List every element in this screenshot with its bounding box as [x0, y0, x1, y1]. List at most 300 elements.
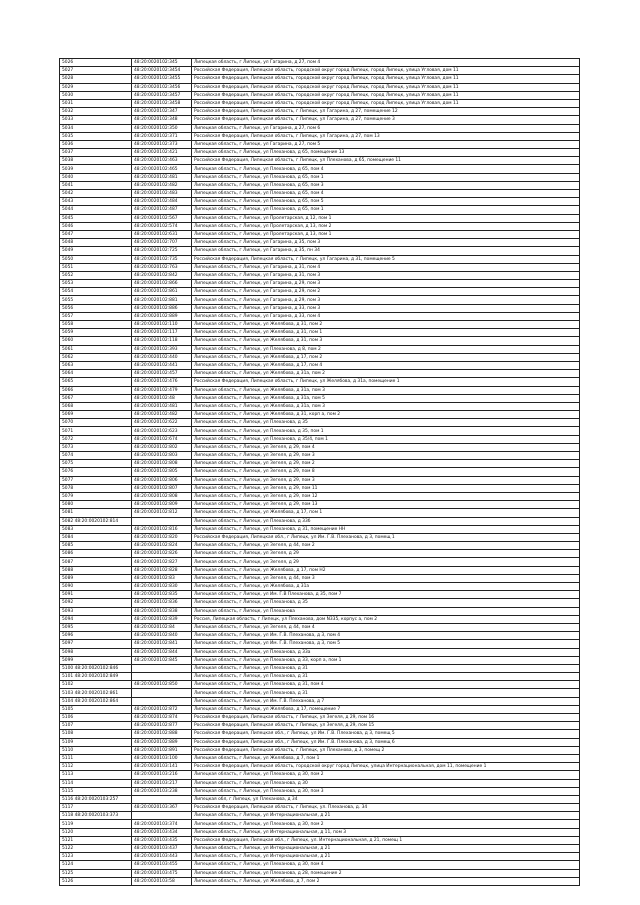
cadastral-number-cell: 48:20:0020102:808: [132, 492, 192, 500]
table-row: [60, 763, 580, 771]
table-row: [60, 705, 580, 713]
address-cell: Липецкая область, г Липецк, ул Зегеля, д 29, пом 11: [192, 484, 580, 492]
address-cell: Липецкая область, г Липецк, ул Желябова, д 17, помещение 7: [192, 705, 580, 713]
row-number-cell: 5050: [60, 255, 132, 263]
address-cell: Липецкая область, г Липецк, ул Интернациональная, д 21: [192, 853, 580, 861]
table-row: [60, 247, 580, 255]
table-row: [60, 746, 580, 754]
address-cell: Липецкая область, г Липецк, ул Плеханова, д 65, пом 1: [192, 173, 580, 181]
cadastral-number-cell: [132, 795, 192, 803]
table-row: [60, 321, 580, 329]
table-row: [60, 509, 580, 517]
row-number-cell: 5035: [60, 132, 132, 140]
table-row: [60, 533, 580, 541]
row-number-cell: 5113: [60, 771, 132, 779]
address-cell: Липецкая область, г Липецк, ул Желябова, д 7, пом 1: [192, 754, 580, 762]
table-row: [60, 67, 580, 75]
cadastral-number-cell: 48:20:0020102:674: [132, 435, 192, 443]
address-cell: Липецкая область, г Липецк, ул Плеханова, д 65, пом 4: [192, 165, 580, 173]
table-row: [60, 697, 580, 705]
table-row: [60, 501, 580, 509]
table-row: [60, 181, 580, 189]
cadastral-number-cell: 48:20:0020102:808: [132, 460, 192, 468]
table-row: [60, 525, 580, 533]
table-row: [60, 173, 580, 181]
address-cell: Российская Федерация, Липецкая обл., г Липецк, ул Им. Г.В. Плеханова, д 3, помещ 5: [192, 730, 580, 738]
cadastral-number-cell: 48:20:0020102:483: [132, 190, 192, 198]
table-row: [60, 337, 580, 345]
cadastral-number-cell: 48:20:0020102:465: [132, 165, 192, 173]
cadastral-number-cell: 48:20:0020102:845: [132, 656, 192, 664]
address-cell: Российская Федерация, Липецкая область, г Липецк, ул Гагарина, д 27, помещение 12: [192, 108, 580, 116]
address-cell: Липецкая область, г Липецк, ул Им. Г.В. Плеханова, д 3, пом 4: [192, 632, 580, 640]
cadastral-number-cell: 48:20:0020102:886: [132, 304, 192, 312]
table-row: [60, 296, 580, 304]
cadastral-number-cell: 48:20:0020102:345: [132, 59, 192, 67]
address-cell: Липецкая область, г Липецк, ул Плеханова, д 35: [192, 599, 580, 607]
row-number-cell: 5069: [60, 411, 132, 419]
table-row: [60, 91, 580, 99]
table-row: [60, 149, 580, 157]
address-cell: Липецкая область, г Липецк, ул Зегеля, д 29, пом 3: [192, 476, 580, 484]
address-cell: Липецкая область, г Липецк, ул Плеханова, д 31: [192, 664, 580, 672]
table-row: [60, 828, 580, 836]
cadastral-number-cell: 48:20:0020102:117: [132, 329, 192, 337]
table-row: [60, 108, 580, 116]
table-row: [60, 795, 580, 803]
address-cell: Липецкая область, г Липецк, ул Плеханова, д 31: [192, 689, 580, 697]
address-cell: Российская Федерация, Липецкая область, г Липецк, ул Гагарина, д 27, пом 13: [192, 132, 580, 140]
table-row: [60, 378, 580, 386]
address-cell: Липецкая область, г Липецк, ул Пролетарская, д 13, пом 2: [192, 222, 580, 230]
table-row: [60, 484, 580, 492]
row-number-cell: 5044: [60, 206, 132, 214]
table-row: [60, 492, 580, 500]
table-row: [60, 787, 580, 795]
row-number-cell: 5086: [60, 550, 132, 558]
table-row: [60, 591, 580, 599]
cadastral-number-cell: 48:20:0020102:623: [132, 427, 192, 435]
row-number-cell: 5099: [60, 656, 132, 664]
table-row: [60, 190, 580, 198]
cadastral-number-cell: 48:20:0020102:441: [132, 361, 192, 369]
row-number-cell: 5103 48:20:0020102:861: [60, 689, 132, 697]
address-cell: Липецкая область, г Липецк, ул Желябова, д 17, пом 1: [192, 509, 580, 517]
table-row: [60, 689, 580, 697]
cadastral-number-cell: 48:20:0020102:3457: [132, 91, 192, 99]
row-number-cell: 5072: [60, 435, 132, 443]
table-row: [60, 812, 580, 820]
cadastral-number-cell: 48:20:0020102:816: [132, 525, 192, 533]
row-number-cell: 5119: [60, 820, 132, 828]
row-number-cell: 5036: [60, 140, 132, 148]
row-number-cell: 5126: [60, 877, 132, 885]
table-row: [60, 861, 580, 869]
row-number-cell: 5059: [60, 329, 132, 337]
address-cell: Липецкая область, г Липецк, ул Гагарина, д 31, пом 4: [192, 263, 580, 271]
row-number-cell: 5038: [60, 157, 132, 165]
table-row: [60, 599, 580, 607]
address-cell: Липецкая область, г Липецк, ул Зегеля, д 29, пом 3: [192, 452, 580, 460]
address-cell: Липецкая область, г Липецк, ул Им. Г.В. Плеханова, д 3, пом 5: [192, 640, 580, 648]
row-number-cell: 5032: [60, 108, 132, 116]
table-row: [60, 853, 580, 861]
row-number-cell: 5062: [60, 353, 132, 361]
address-cell: Липецкая область, г Липецк, ул Желябова, д 7, пом 2: [192, 877, 580, 885]
row-number-cell: 5076: [60, 468, 132, 476]
address-cell: Российская Федерация, Липецкая область, городской округ город Липецк, город Липецк, улица Угловая, дом 11: [192, 91, 580, 99]
cadastral-number-cell: 48:20:0020102:812: [132, 509, 192, 517]
cadastral-number-cell: 48:20:0020102:348: [132, 116, 192, 124]
table-row: [60, 632, 580, 640]
table-row: [60, 845, 580, 853]
table-row: [60, 517, 580, 525]
row-number-cell: 5116 48:20:0020103:257: [60, 795, 132, 803]
row-number-cell: 5107: [60, 722, 132, 730]
row-number-cell: 5053: [60, 280, 132, 288]
row-number-cell: 5046: [60, 222, 132, 230]
row-number-cell: 5067: [60, 394, 132, 402]
table-row: [60, 648, 580, 656]
address-cell: Липецкая область, г Липецк, ул Гагарина, д 29, пом 2: [192, 288, 580, 296]
row-number-cell: 5079: [60, 492, 132, 500]
row-number-cell: 5034: [60, 124, 132, 132]
row-number-cell: 5071: [60, 427, 132, 435]
row-number-cell: 5080: [60, 501, 132, 509]
table-row: [60, 468, 580, 476]
address-cell: Липецкая область, г Липецк, ул Гагарина, д 31, пом 3: [192, 271, 580, 279]
address-cell: Липецкая область, г Липецк, ул Им. Г.В Плеханова, д 35, пом 7: [192, 591, 580, 599]
cadastral-number-cell: 48:20:0020102:824: [132, 542, 192, 550]
address-cell: Липецкая область, г Липецк, ул Плеханова, д 30, пом 2: [192, 820, 580, 828]
address-cell: Липецкая область, г Липецк, ул Гагарина, д 29, пом 3: [192, 280, 580, 288]
table-row: [60, 476, 580, 484]
address-cell: Российская Федерация, Липецкая обл., г Липецк, ул Им. Г.В. Плеханова, д 3, помещ 1: [192, 533, 580, 541]
row-number-cell: 5074: [60, 452, 132, 460]
table-row: [60, 771, 580, 779]
address-cell: Липецкая область, г Липецк, ул Плеханова, д 65, пом 3: [192, 181, 580, 189]
cadastral-number-cell: 48:20:0020102:631: [132, 230, 192, 238]
table-row: [60, 615, 580, 623]
table-row: [60, 460, 580, 468]
address-cell: Липецкая область, г Липецк, ул Зегеля, д 29, пом 4: [192, 443, 580, 451]
table-row: [60, 59, 580, 67]
address-cell: Липецкая область, г Липецк, ул Плеханова, д 30, пом 4: [192, 861, 580, 869]
cadastral-number-cell: 48:20:0020102:482: [132, 181, 192, 189]
cadastral-number-cell: 48:20:0020103:475: [132, 869, 192, 877]
row-number-cell: 5030: [60, 91, 132, 99]
address-cell: Липецкая область, г Липецк, ул Гагарина, д 35, пом 3: [192, 239, 580, 247]
row-number-cell: 5068: [60, 402, 132, 410]
row-number-cell: 5077: [60, 476, 132, 484]
table-row: [60, 583, 580, 591]
address-cell: Липецкая область, г Липецк, ул Плеханова, д 8, пом 2: [192, 345, 580, 353]
table-row: [60, 730, 580, 738]
cadastral-number-cell: 48:20:0020102:479: [132, 386, 192, 394]
table-row: [60, 877, 580, 885]
cadastral-number-cell: 48:20:0020103:141: [132, 763, 192, 771]
cadastral-number-cell: 48:20:0020102:84: [132, 623, 192, 631]
row-number-cell: 5073: [60, 443, 132, 451]
address-cell: Липецкая область, г Липецк, ул Гагарина, д 27, пом 6: [192, 124, 580, 132]
row-number-cell: 5094: [60, 615, 132, 623]
cadastral-number-cell: [132, 664, 192, 672]
cadastral-number-cell: 48:20:0020102:830: [132, 583, 192, 591]
row-number-cell: 5075: [60, 460, 132, 468]
address-cell: Липецкая область, г Липецк, ул Интернациональная, д 21: [192, 812, 580, 820]
table-row: [60, 452, 580, 460]
cadastral-number-cell: 48:20:0020103:217: [132, 779, 192, 787]
row-number-cell: 5027: [60, 67, 132, 75]
cadastral-number-cell: 48:20:0020102:463: [132, 157, 192, 165]
table-row: [60, 132, 580, 140]
row-number-cell: 5037: [60, 149, 132, 157]
cadastral-number-cell: 48:20:0020102:373: [132, 140, 192, 148]
address-cell: Липецкая область, г Липецк, ул Плеханова, д 31, пом 4: [192, 681, 580, 689]
table-row: [60, 656, 580, 664]
cadastral-number-cell: 48:20:0020102:440: [132, 353, 192, 361]
cadastral-number-cell: 48:20:0020102:622: [132, 419, 192, 427]
table-row: [60, 304, 580, 312]
cadastral-number-cell: 48:20:0020102:482: [132, 411, 192, 419]
row-number-cell: 5088: [60, 566, 132, 574]
address-cell: Липецкая область, г Липецк, ул Плеханова, д 31: [192, 673, 580, 681]
row-number-cell: 5054: [60, 288, 132, 296]
register-table: [59, 58, 580, 886]
address-cell: Липецкая область, г Липецк, ул Плеханова, д 65, помещение 13: [192, 149, 580, 157]
cadastral-number-cell: 48:20:0020102:809: [132, 501, 192, 509]
row-number-cell: 5111: [60, 754, 132, 762]
table-row: [60, 239, 580, 247]
address-cell: Липецкая область, г Липецк, ул Желябова, д 31а, пом 3: [192, 386, 580, 394]
address-cell: Липецкая область, г Липецк, ул Зегеля, д 29, пом 2: [192, 460, 580, 468]
table-row: [60, 280, 580, 288]
row-number-cell: 5061: [60, 345, 132, 353]
address-cell: Липецкая область, г Липецк, ул Плеханова, д 30: [192, 779, 580, 787]
row-number-cell: 5028: [60, 75, 132, 83]
address-cell: Липецкая область, г Липецк, ул Гагарина, д 33, пом 4: [192, 312, 580, 320]
row-number-cell: 5110: [60, 746, 132, 754]
address-cell: Липецкая область, г Липецк, ул Желябова, д 17, пом Н2: [192, 566, 580, 574]
cadastral-number-cell: 48:20:0020102:83: [132, 574, 192, 582]
table-row: [60, 722, 580, 730]
cadastral-number-cell: 48:20:0020102:844: [132, 648, 192, 656]
cadastral-number-cell: 48:20:0020102:889: [132, 312, 192, 320]
cadastral-number-cell: 48:20:0020102:839: [132, 615, 192, 623]
row-number-cell: 5039: [60, 165, 132, 173]
row-number-cell: 5066: [60, 386, 132, 394]
address-cell: Липецкая область, г Липецк, ул Плеханова, д 35: [192, 419, 580, 427]
address-cell: Российская Федерация, Липецкая область, г Липецк, ул Плеханова, д 3, помещ 2: [192, 746, 580, 754]
address-cell: Липецкая область, г Липецк, ул Желябова, д 31а, пом 3: [192, 402, 580, 410]
row-number-cell: 5112: [60, 763, 132, 771]
row-number-cell: 5096: [60, 632, 132, 640]
address-cell: Липецкая область, г Липецк, ул Пролетарская, д 13, пом 1: [192, 230, 580, 238]
address-cell: Российская Федерация, Липецкая область, городской округ город Липецк, город Липецк, улица Угловая, дом 11: [192, 67, 580, 75]
address-cell: Липецкая область, г Липецк, ул Плеханова, д 33б: [192, 517, 580, 525]
cadastral-number-cell: 48:20:0020102:487: [132, 206, 192, 214]
address-cell: Липецкая область, г Липецк, ул Желябова, д 31а, пом 2: [192, 370, 580, 378]
cadastral-number-cell: 48:20:0020102:841: [132, 640, 192, 648]
address-cell: Липецкая область, г Липецк, ул Плеханова, д 65, пом 1: [192, 206, 580, 214]
table-row: [60, 427, 580, 435]
address-cell: Липецкая область, г Липецк, ул Пролетарская, д 12, пом 1: [192, 214, 580, 222]
table-row: [60, 83, 580, 91]
row-number-cell: 5106: [60, 714, 132, 722]
cadastral-number-cell: 48:20:0020102:484: [132, 198, 192, 206]
cadastral-number-cell: 48:20:0020102:877: [132, 722, 192, 730]
row-number-cell: 5056: [60, 304, 132, 312]
cadastral-number-cell: 48:20:0020102:371: [132, 132, 192, 140]
address-cell: Липецкая область, г Липецк, ул Плеханова, д 35, пом 1: [192, 427, 580, 435]
cadastral-number-cell: 48:20:0020102:3458: [132, 99, 192, 107]
cadastral-number-cell: 48:20:0020102:872: [132, 705, 192, 713]
address-cell: Липецкая область, г Липецк, ул Плеханова, д 30, пом 3: [192, 787, 580, 795]
cadastral-number-cell: [132, 673, 192, 681]
cadastral-number-cell: 48:20:0020102:393: [132, 345, 192, 353]
row-number-cell: 5085: [60, 542, 132, 550]
table-row: [60, 222, 580, 230]
row-number-cell: 5033: [60, 116, 132, 124]
row-number-cell: 5121: [60, 836, 132, 844]
row-number-cell: 5049: [60, 247, 132, 255]
address-cell: Липецкая область, г Липецк, ул Плеханова, д 31, помещение НН: [192, 525, 580, 533]
table-row: [60, 804, 580, 812]
table-row: [60, 124, 580, 132]
address-cell: Российская Федерация, Липецкая обл., г Липецк, ул. Интернациональная, д 21, помещ 1: [192, 836, 580, 844]
row-number-cell: 5084: [60, 533, 132, 541]
table-row: [60, 419, 580, 427]
cadastral-number-cell: 48:20:0020102:805: [132, 468, 192, 476]
row-number-cell: 5123: [60, 853, 132, 861]
row-number-cell: 5124: [60, 861, 132, 869]
cadastral-number-cell: 48:20:0020102:763: [132, 263, 192, 271]
address-cell: Липецкая область, г Липецк, ул Зегеля, д 29, пом 8: [192, 468, 580, 476]
table-row: [60, 664, 580, 672]
address-cell: Липецкая область, г Липецк, ул Зегеля, д 29, пом 12: [192, 492, 580, 500]
row-number-cell: 5105: [60, 705, 132, 713]
row-number-cell: 5097: [60, 640, 132, 648]
cadastral-number-cell: 48:20:0020102:567: [132, 214, 192, 222]
cadastral-number-cell: 48:20:0020102:889: [132, 738, 192, 746]
cadastral-number-cell: 48:20:0020102:457: [132, 370, 192, 378]
row-number-cell: 5026: [60, 59, 132, 67]
address-cell: Липецкая область, г Липецк, ул Зегеля, д 29: [192, 550, 580, 558]
address-cell: Липецкая область, г Липецк, ул Зегеля, д 44, пом 4: [192, 623, 580, 631]
table-row: [60, 165, 580, 173]
address-cell: Липецкая область, г Липецк, ул Желябова, д 31, пом 2: [192, 321, 580, 329]
row-number-cell: 5115: [60, 787, 132, 795]
cadastral-number-cell: 48:20:0020102:850: [132, 681, 192, 689]
address-cell: Российская Федерация, Липецкая область, г Липецк, ул Плеханова, д 65, помещение 11: [192, 157, 580, 165]
address-cell: Липецкая область, г Липецк, ул Интернациональная, д 21: [192, 845, 580, 853]
cadastral-number-cell: 48:20:0020102:725: [132, 247, 192, 255]
row-number-cell: 5122: [60, 845, 132, 853]
cadastral-number-cell: [132, 517, 192, 525]
address-cell: Липецкая область, г Липецк, ул Интернациональная, д 11, пом 3: [192, 828, 580, 836]
row-number-cell: 5089: [60, 574, 132, 582]
table-row: [60, 673, 580, 681]
row-number-cell: 5048: [60, 239, 132, 247]
table-row: [60, 157, 580, 165]
row-number-cell: 5114: [60, 779, 132, 787]
cadastral-number-cell: 48:20:0020102:3455: [132, 75, 192, 83]
table-row: [60, 361, 580, 369]
table-row: [60, 435, 580, 443]
address-cell: Российская Федерация, Липецкая область, г Липецк, ул Зегеля, д 29, пом 15: [192, 722, 580, 730]
cadastral-number-cell: 48:20:0020102:476: [132, 378, 192, 386]
cadastral-number-cell: 48:20:0020102:874: [132, 714, 192, 722]
cadastral-number-cell: 48:20:0020103:374: [132, 820, 192, 828]
table-row: [60, 754, 580, 762]
cadastral-number-cell: 48:20:0020103:434: [132, 828, 192, 836]
table-row: [60, 558, 580, 566]
address-cell: Липецкая область, г Липецк, ул Гагарина, д 27, пом 5: [192, 140, 580, 148]
row-number-cell: 5065: [60, 378, 132, 386]
table-row: [60, 714, 580, 722]
address-cell: Липецкая область, г Липецк, ул Желябова, д 17, пом 4: [192, 361, 580, 369]
cadastral-number-cell: 48:20:0020102:3456: [132, 83, 192, 91]
table-row: [60, 263, 580, 271]
address-cell: Липецкая область, г Липецк, ул Плеханова, д 65, пом 4: [192, 190, 580, 198]
address-cell: Липецкая область, г Липецк, ул Зегеля, д 29, пом 13: [192, 501, 580, 509]
address-cell: Липецкая область, г Липецк, ул Желябова, д 31, корп а, пом 2: [192, 411, 580, 419]
address-cell: Российская Федерация, Липецкая область, г Липецк, ул Гагарина, д 27, помещение 3: [192, 116, 580, 124]
cadastral-number-cell: [132, 697, 192, 705]
address-cell: Липецкая область, г Липецк, ул Зегеля, д 44, пом 2: [192, 542, 580, 550]
table-row: [60, 779, 580, 787]
cadastral-number-cell: 48:20:0020102:891: [132, 746, 192, 754]
row-number-cell: 5058: [60, 321, 132, 329]
cadastral-number-cell: 48:20:0020102:888: [132, 730, 192, 738]
table-row: [60, 836, 580, 844]
row-number-cell: 5047: [60, 230, 132, 238]
cadastral-number-cell: 48:20:0020102:707: [132, 239, 192, 247]
row-number-cell: 5051: [60, 263, 132, 271]
address-cell: Липецкая область, г Липецк, ул Плеханова, д 35/4, пом 1: [192, 435, 580, 443]
cadastral-number-cell: 48:20:0020102:807: [132, 484, 192, 492]
row-number-cell: 5064: [60, 370, 132, 378]
address-cell: Липецкая область, г Липецк, ул Желябова, д 17, пом 2: [192, 353, 580, 361]
table-row: [60, 640, 580, 648]
table-row: [60, 75, 580, 83]
row-number-cell: 5063: [60, 361, 132, 369]
row-number-cell: 5083: [60, 525, 132, 533]
cadastral-number-cell: 48:20:0020103:216: [132, 771, 192, 779]
table-row: [60, 255, 580, 263]
address-cell: Российская Федерация, Липецкая область, г Липецк, ул Зегеля, д 29, пом 16: [192, 714, 580, 722]
table-row: [60, 288, 580, 296]
table-row: [60, 738, 580, 746]
address-cell: Липецкая область, г Липецк, ул Зегеля, д 44, пом 3: [192, 574, 580, 582]
row-number-cell: 5108: [60, 730, 132, 738]
address-cell: Липецкая область, г Липецк, ул Плеханова, д 28, помещение 2: [192, 869, 580, 877]
row-number-cell: 5093: [60, 607, 132, 615]
table-row: [60, 542, 580, 550]
table-row: [60, 353, 580, 361]
cadastral-number-cell: 48:20:0020102:481: [132, 173, 192, 181]
address-cell: Липецкая область, г Липецк, ул Плеханова, д 30, пом 2: [192, 771, 580, 779]
cadastral-number-cell: 48:20:0020102:735: [132, 255, 192, 263]
table-row: [60, 214, 580, 222]
row-number-cell: 5029: [60, 83, 132, 91]
cadastral-number-cell: 48:20:0020103:238: [132, 787, 192, 795]
cadastral-number-cell: 48:20:0020102:48: [132, 394, 192, 402]
row-number-cell: 5070: [60, 419, 132, 427]
address-cell: Российская Федерация, Липецкая область, городской округ город Липецк, город Липецк, улица Угловая, дом 11: [192, 83, 580, 91]
address-cell: Российская Федерация, Липецкая область, г Липецк, ул Гагарина, д 31, помещение 5: [192, 255, 580, 263]
cadastral-number-cell: 48:20:0020102:861: [132, 288, 192, 296]
